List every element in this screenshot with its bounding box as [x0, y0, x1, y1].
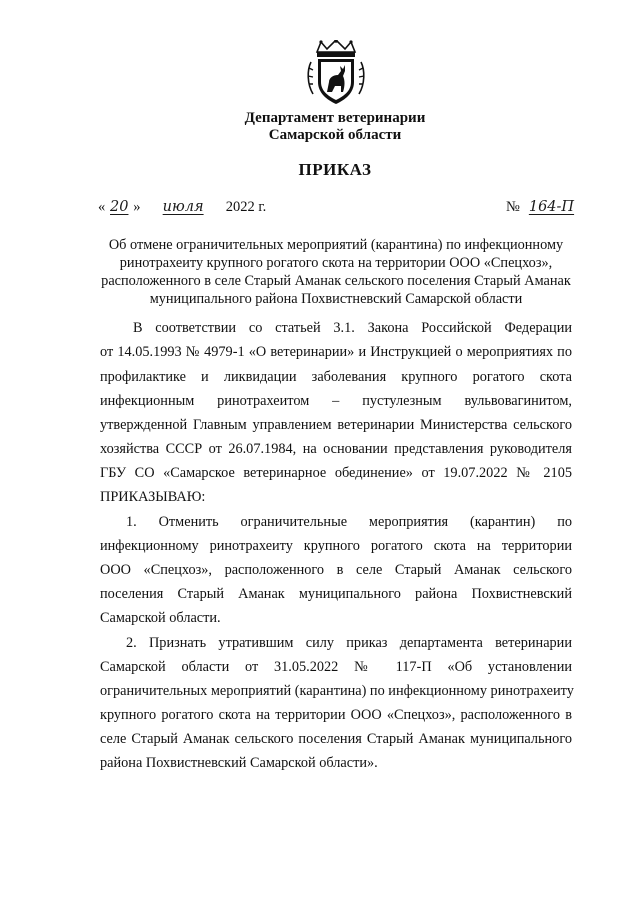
- date-close-quote: »: [133, 199, 141, 215]
- preamble-line: профилактике и ликвидации заболевания крупного рогатого скота: [100, 369, 572, 385]
- order-date: [98, 199, 266, 216]
- preamble-line: ПРИКАЗЫВАЮ:: [100, 489, 206, 505]
- number-value: 164-П: [528, 199, 575, 215]
- department-name-line-1: Департамент ветеринарии: [244, 110, 426, 126]
- item-2-line: крупного рогатого скота на территории ООО «Спецхоз», расположенного в: [100, 707, 572, 723]
- item-2-line: Самарской области от 31.05.2022 № 117-П «Об установлении: [100, 659, 572, 675]
- subject-line: расположенного в селе Старый Аманак сельского поселения Старый Аманак: [101, 273, 571, 289]
- item-2-line: района Похвистневский Самарской области».: [100, 755, 378, 771]
- subject-line: Об отмене ограничительных мероприятий (карантина) по инфекционному: [108, 237, 564, 253]
- date-year: 2022 г.: [225, 199, 267, 215]
- preamble-line: утвержденной Главным управлением ветеринарии Министерства сельского: [100, 417, 572, 433]
- item-1-line: инфекционному ринотрахеиту крупного рогатого скота на территории: [100, 538, 572, 554]
- document-type-title: ПРИКАЗ: [298, 160, 372, 179]
- preamble-line: от 14.05.1993 № 4979-1 «О ветеринарии» и Инструкцией о мероприятиях по: [100, 344, 572, 360]
- date-month: июля: [162, 199, 204, 215]
- item-1-line: поселения Старый Аманак муниципального района Похвистневский: [100, 586, 572, 602]
- date-day: 20: [110, 199, 129, 215]
- item-2-line: ограничительных мероприятий (карантина) по инфекционному ринотрахеиту: [100, 683, 574, 699]
- item-1-line: ООО «Спецхоз», расположенного в селе Старый Аманак сельского: [100, 562, 572, 578]
- department-name-line-2: Самарской области: [268, 127, 402, 143]
- preamble-line: ГБУ СО «Самарское ветеринарное обединение» от 19.07.2022 № 2105: [100, 465, 572, 481]
- order-number: [506, 199, 579, 216]
- preamble-line: В соответствии со статьей 3.1. Закона Российской Федерации: [133, 320, 572, 336]
- date-open-quote: «: [98, 199, 106, 215]
- item-1-line: Самарской области.: [100, 610, 221, 626]
- item-2-line: селе Старый Аманак сельского поселения Старый Аманак муниципального: [100, 731, 572, 747]
- preamble-line: инфекционным ринотрахеитом – пустулезным вульвовагинитом,: [100, 393, 572, 409]
- item-1-line: 1. Отменить ограничительные мероприятия (карантин) по: [126, 514, 572, 530]
- item-2-line: 2. Признать утратившим силу приказ департамента ветеринарии: [126, 635, 572, 651]
- number-prefix: №: [506, 199, 520, 215]
- preamble-line: хозяйства СССР от 26.07.1984, на основании представления руководителя: [100, 441, 572, 457]
- samara-coat-of-arms-icon: [305, 40, 367, 106]
- subject-line: ринотрахеиту крупного рогатого скота на территории ООО «Спецхоз»,: [119, 255, 553, 271]
- subject-line: муниципального района Похвистневский Самарской области: [149, 291, 523, 307]
- order-subject: [100, 236, 572, 308]
